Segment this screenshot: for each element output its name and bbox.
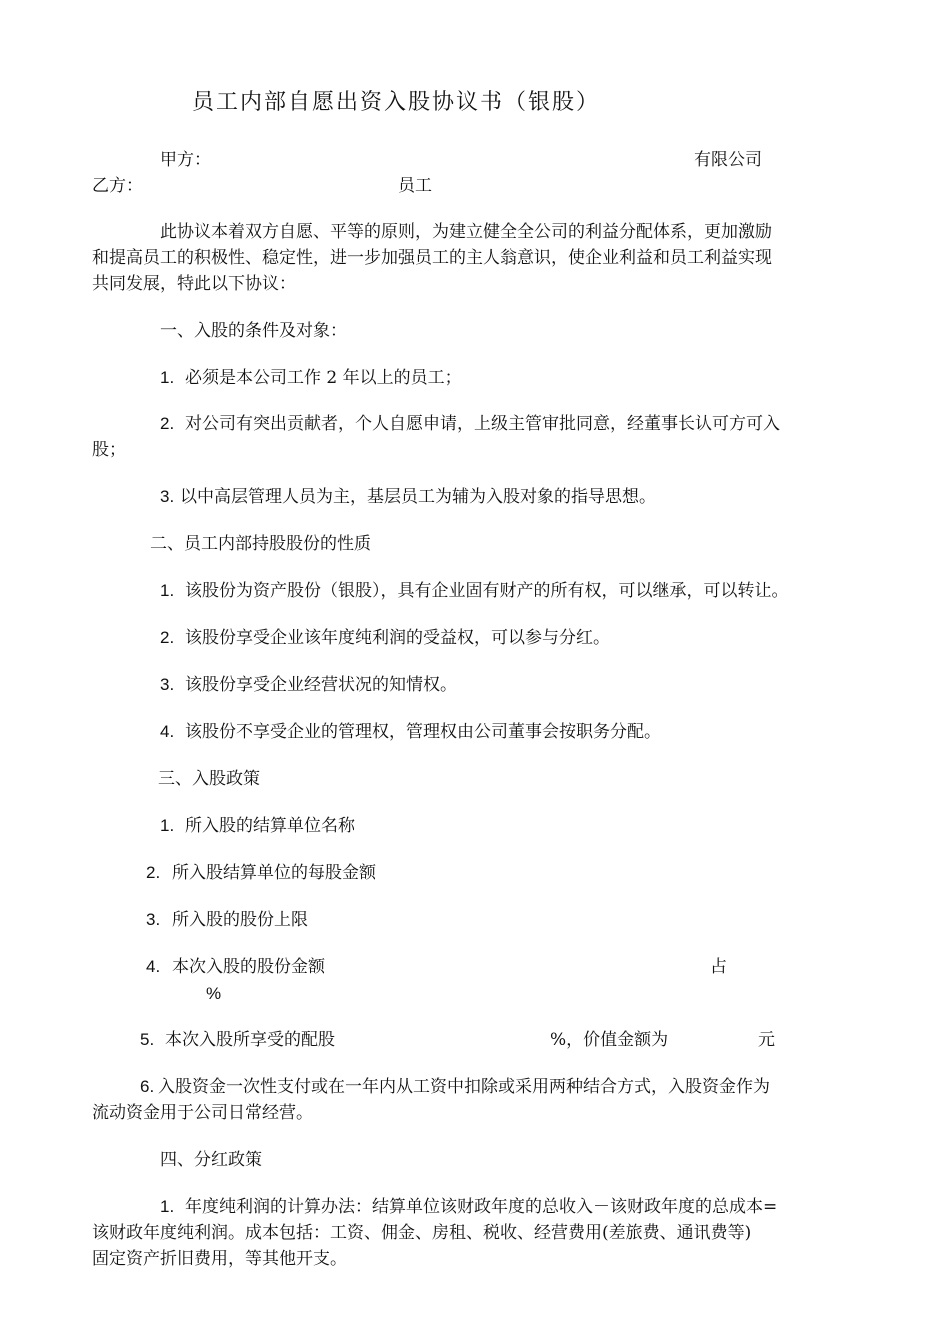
preamble-line: 和提高员工的积极性、稳定性，进一步加强员工的主人翁意识，使企业利益和员工利益实现 [92,248,772,268]
item-number: 1. [160,816,175,835]
section-4-heading: 四、分红政策 [160,1150,262,1170]
item-text: 该股份为资产股份（银股），具有企业固有财产的所有权，可以继承，可以转让。 [185,581,789,601]
item-text-continuation: 该财政年度纯利润。成本包括：工资、佣金、房租、税收、经营费用(差旅费、通讯费等) [92,1223,752,1243]
party-b-employee-suffix: 员工 [398,176,432,196]
preamble-line: 共同发展，特此以下协议： [92,274,296,294]
item-text-continuation: 固定资产折旧费用，等其他开支。 [92,1249,347,1269]
item-text: 本次入股的股份金额 [172,957,325,977]
party-a-company-suffix: 有限公司 [694,150,762,170]
item-number: 1. [160,368,175,387]
item-text: 必须是本公司工作 2 年以上的员工； [185,368,462,388]
percent-sign: % [206,984,222,1003]
item-text: 以中高层管理人员为主，基层员工为辅为入股对象的指导思想。 [180,487,656,507]
item-number: 3. [146,910,161,929]
item-text: 年度纯利润的计算办法：结算单位该财政年度的总收入－该财政年度的总成本= [185,1197,778,1217]
item-text-continuation: 流动资金用于公司日常经营。 [92,1103,313,1123]
party-b-label: 乙方： [92,176,143,196]
item-text: 该股份不享受企业的管理权，管理权由公司董事会按职务分配。 [185,722,661,742]
item-number: 2. [146,863,161,882]
item-number: 1. [160,581,175,600]
item-number: 6. [140,1077,155,1096]
item-number: 5. [140,1030,155,1049]
document-title: 员工内部自愿出资入股协议书（银股） [192,90,601,115]
item-text: 入股资金一次性支付或在一年内从工资中扣除或采用两种结合方式，入股资金作为 [158,1077,770,1097]
share-ratio-label: 占 [710,957,727,977]
item-number: 1. [160,1197,175,1216]
item-text: 该股份享受企业经营状况的知情权。 [185,675,457,695]
preamble-line: 此协议本着双方自愿、平等的原则，为建立健全全公司的利益分配体系，更加激励 [160,222,772,242]
item-number: 3. [160,487,175,506]
section-3-heading: 三、入股政策 [158,769,260,789]
item-number: 2. [160,414,175,433]
item-text-continuation: 股； [92,440,126,460]
item-text: 该股份享受企业该年度纯利润的受益权，可以参与分红。 [185,628,610,648]
item-text: 本次入股所享受的配股 [165,1030,335,1050]
item-text: 所入股的股份上限 [172,910,308,930]
item-text: 所入股结算单位的每股金额 [172,863,376,883]
section-2-heading: 二、员工内部持股股份的性质 [150,534,371,554]
party-a-label: 甲方： [160,150,211,170]
item-text: 对公司有突出贡献者，个人自愿申请，上级主管审批同意，经董事长认可方可入 [185,414,780,434]
item-number: 4. [146,957,161,976]
section-1-heading: 一、入股的条件及对象： [160,321,347,341]
item-number: 2. [160,628,175,647]
item-number: 4. [160,722,175,741]
item-number: 3. [160,675,175,694]
item-text: 所入股的结算单位名称 [185,816,355,836]
currency-unit-label: 元 [758,1030,775,1050]
value-amount-label: %，价值金额为 [550,1030,669,1050]
